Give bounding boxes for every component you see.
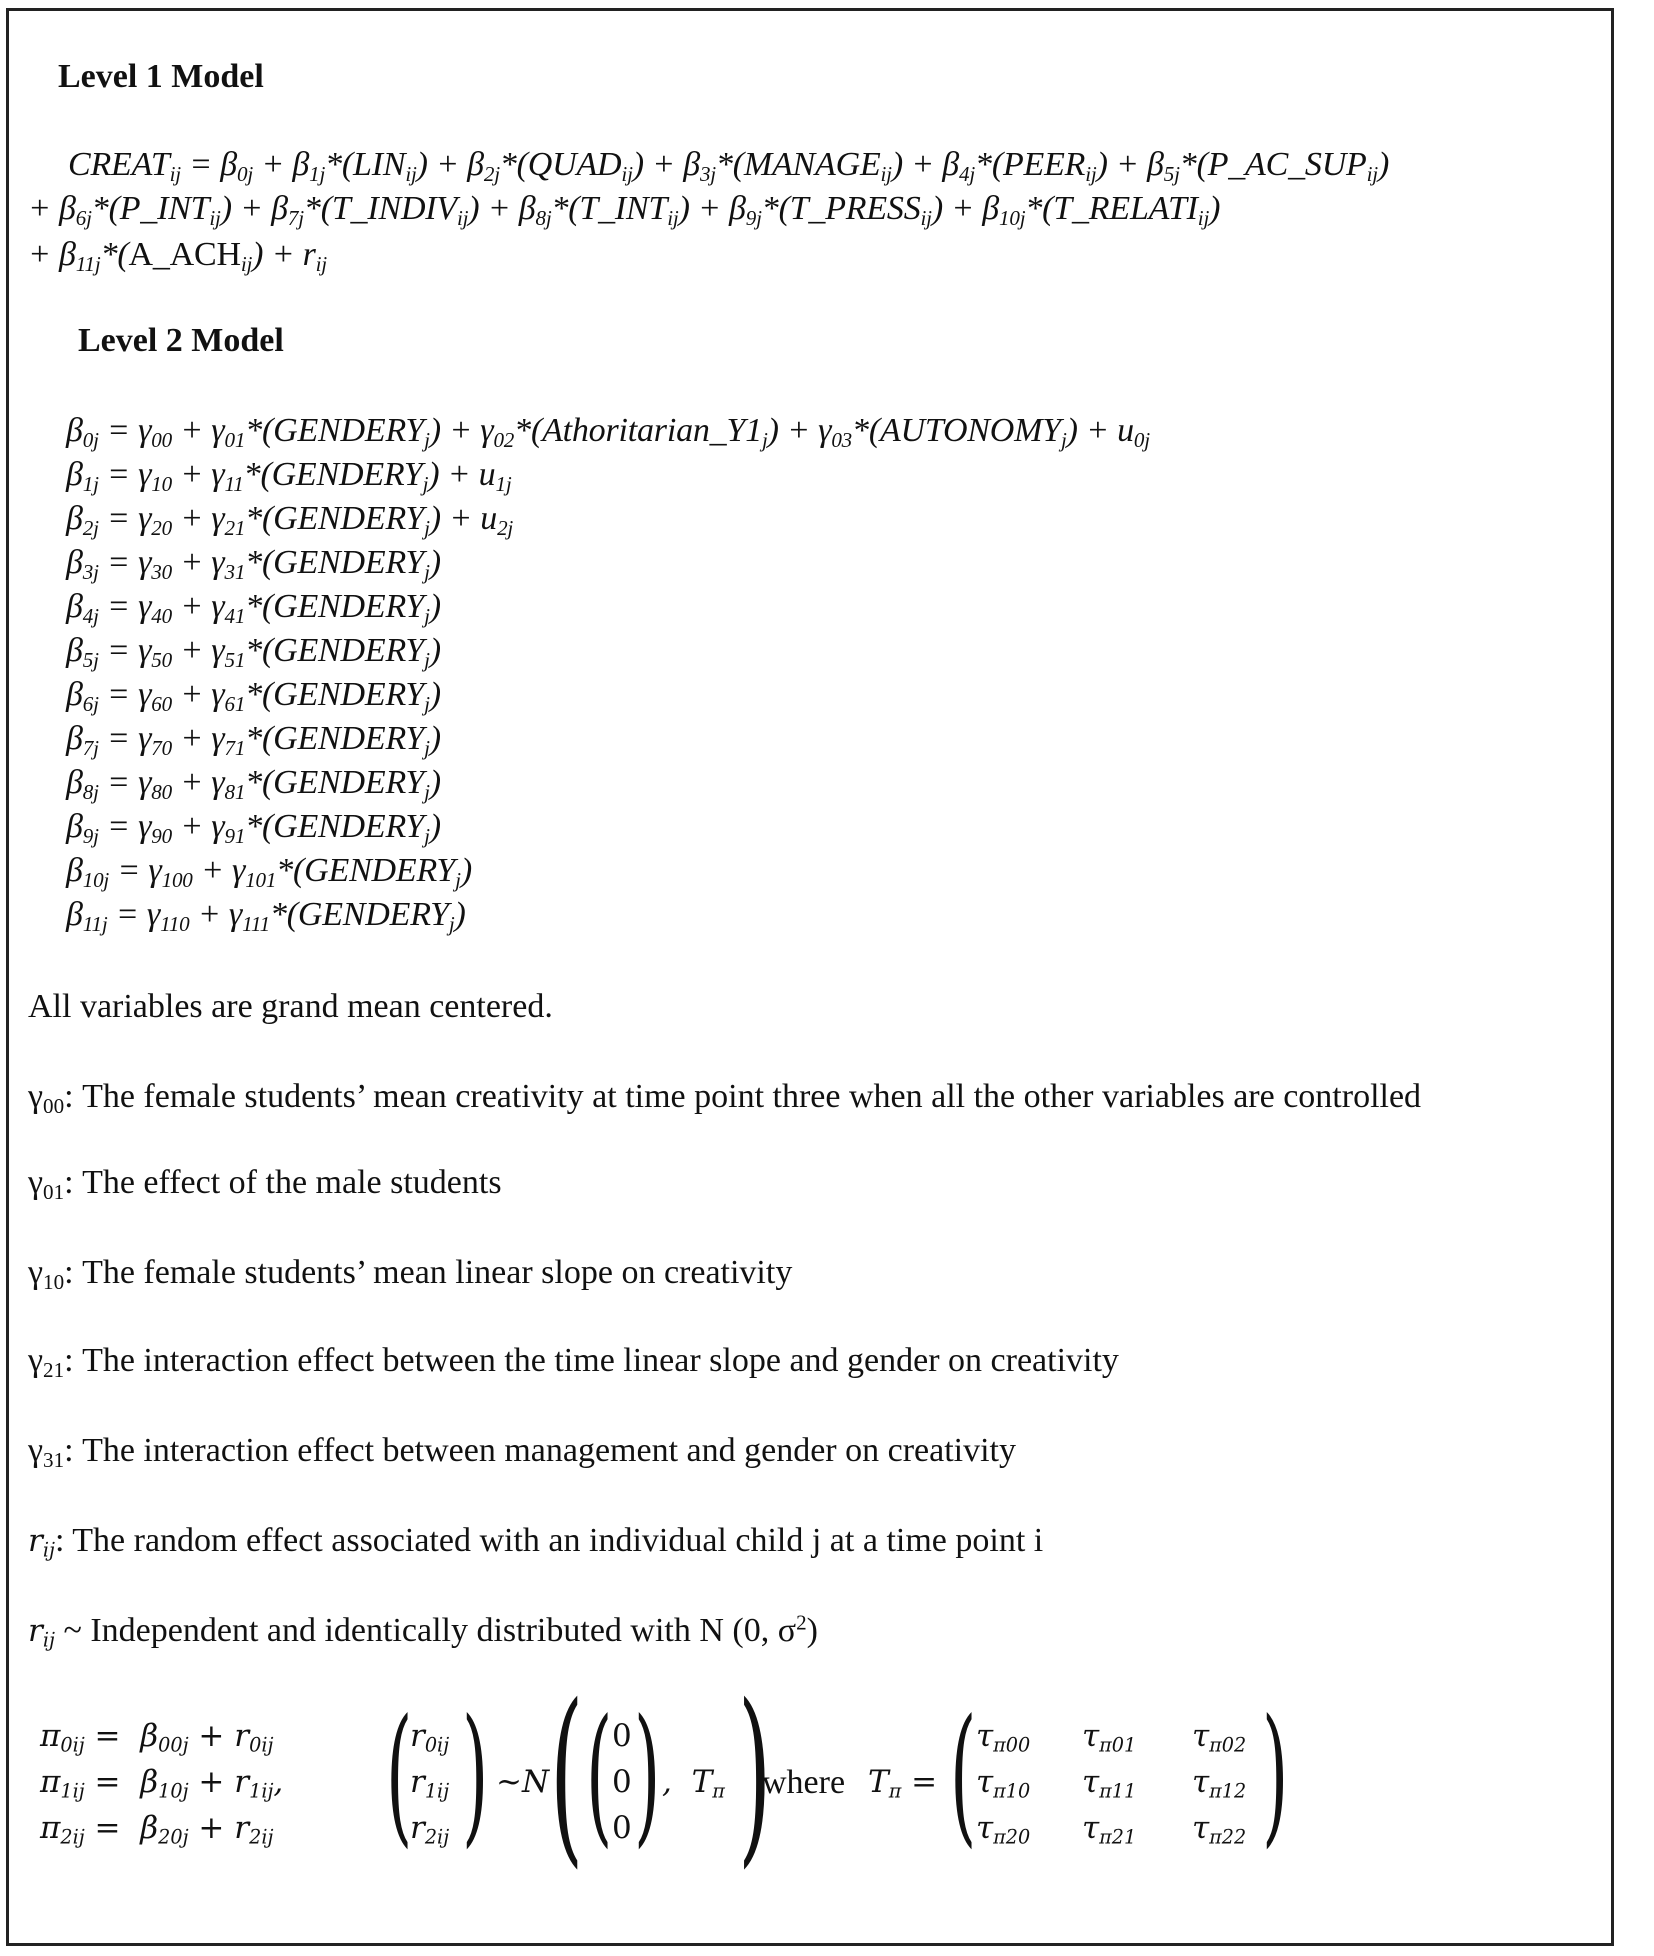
mean-vector-right-paren: )	[634, 1688, 661, 1862]
definition-g10: $\gamma_{10}$: The female students’ mean linear slope on creativity	[28, 1254, 793, 1294]
level2-equation-b5: $\beta_{5j} = \gamma_{50}$ + $\gamma_{51}*(GENDERY_j)$	[66, 632, 441, 672]
definition-g21: $\gamma_{21}$: The interaction effect between the time linear slope and gender on creativity	[28, 1342, 1119, 1382]
normal-args-left-paren: (	[550, 1664, 584, 1885]
mean-vector-left-paren: (	[586, 1688, 613, 1862]
level2-equation-b7: $\beta_{7j} = \gamma_{70}$ + $\gamma_{71}*(GENDERY_j)$	[66, 720, 441, 760]
document-frame	[6, 8, 1614, 1946]
centering-note: All variables are grand mean centered.	[28, 988, 553, 1025]
tau-matrix-left-paren: (	[950, 1688, 977, 1862]
level2-heading: Level 2 Model	[78, 322, 284, 359]
tau-12: $\tau_{\pi 12}$	[1192, 1764, 1247, 1803]
tau-20: $\tau_{\pi 20}$	[976, 1810, 1031, 1849]
level2-equation-b6: $\beta_{6j} = \gamma_{60}$ + $\gamma_{61}*(GENDERY_j)$	[66, 676, 441, 716]
mean-vector-1: 0	[612, 1764, 632, 1800]
tau-10: $\tau_{\pi 10}$	[976, 1764, 1031, 1803]
tau-11: $\tau_{\pi 11}$	[1082, 1764, 1137, 1803]
distributed-as-symbol: ~N	[496, 1764, 550, 1800]
pi-equation-0: $\pi_{0ij} = \beta_{00j} + r_{0ij}$	[40, 1718, 274, 1757]
definition-g31: $\gamma_{31}$: The interaction effect between management and gender on creativity	[28, 1432, 1016, 1472]
normal-args-right-paren: )	[738, 1664, 772, 1885]
level1-equation-line-3: + $\beta_{11j}*(A\_ACH_{ij}) + r_{ij}$	[28, 236, 327, 276]
mean-vector-0: 0	[612, 1718, 632, 1754]
tau-22: $\tau_{\pi 22}$	[1192, 1810, 1247, 1849]
r-vector-1: $r_{1ij}$	[410, 1764, 450, 1803]
where-label: where	[762, 1764, 846, 1801]
tau-definition: $T_\pi$ =	[868, 1764, 938, 1803]
level2-equation-b2: $\beta_{2j} = \gamma_{20}$ + $\gamma_{21}*(GENDERY_j) + u_{2j}$	[66, 500, 514, 540]
pi-equation-2: $\pi_{2ij} = \beta_{20j} + r_{2ij}$	[40, 1810, 274, 1849]
level1-equation-line-2: + $\beta_{6j}*(P\_INT_{ij})$ + $\beta_{7j}*(T\_INDIV_{ij})$ + $\beta_{8j}*(T\_INT_{ij})$ + $\beta_{9j}*(T\_PRESS_{ij})$ + $\beta_{10j}*(T\_RELATI_{ij})$	[28, 190, 1221, 230]
definition-g01: $\gamma_{01}$: The effect of the male students	[28, 1164, 502, 1204]
level2-equation-b11: $\beta_{11j} = \gamma_{110}$ + $\gamma_{111}*(GENDERY_j)$	[66, 896, 466, 936]
tau-21: $\tau_{\pi 21}$	[1082, 1810, 1137, 1849]
r-vector-left-paren: (	[386, 1688, 413, 1862]
definition-rij-distribution: $r_{ij}$ ~ Independent and identically distributed with N (0, $\sigma^2$)	[28, 1610, 818, 1652]
definition-g00: $\gamma_{00}$: The female students’ mean creativity at time point three when all the other variables are controlled	[28, 1078, 1422, 1118]
tau-matrix-right-paren: )	[1262, 1688, 1289, 1862]
level1-equation-line-1: $CREAT_{ij} = \beta_{0j} + \beta_{1j}*(LIN_{ij})$ + $\beta_{2j}*(QUAD_{ij})$ + $\beta_{3j}*(MANAGE_{ij})$ + $\beta_{4j}*(PEER_{ij})$ + $\beta_{5j}*(P\_AC\_SUP_{ij})$	[68, 146, 1390, 186]
level1-heading: Level 1 Model	[58, 58, 264, 95]
r-vector-0: $r_{0ij}$	[410, 1718, 450, 1757]
definition-rij: $r_{ij}$: The random effect associated with an individual child j at a time point i	[28, 1522, 1044, 1562]
level2-equation-b9: $\beta_{9j} = \gamma_{90}$ + $\gamma_{91}*(GENDERY_j)$	[66, 808, 441, 848]
level2-equation-b8: $\beta_{8j} = \gamma_{80}$ + $\gamma_{81}*(GENDERY_j)$	[66, 764, 441, 804]
level2-equation-b4: $\beta_{4j} = \gamma_{40}$ + $\gamma_{41}*(GENDERY_j)$	[66, 588, 441, 628]
r-vector-right-paren: )	[462, 1688, 489, 1862]
tau-02: $\tau_{\pi 02}$	[1192, 1718, 1247, 1757]
level2-equation-b10: $\beta_{10j} = \gamma_{100}$ + $\gamma_{101}*(GENDERY_j)$	[66, 852, 472, 892]
covariance-symbol: , $T_\pi$	[662, 1764, 725, 1803]
tau-00: $\tau_{\pi 00}$	[976, 1718, 1031, 1757]
level2-equation-b3: $\beta_{3j} = \gamma_{30}$ + $\gamma_{31}*(GENDERY_j)$	[66, 544, 441, 584]
level2-equation-b0: $\beta_{0j} = \gamma_{00}$ + $\gamma_{01}*(GENDERY_j)$ + $\gamma_{02}*(Athoritarian\_Y1_j)$ + $\gamma_{03}*(AUTONOMY_j) + u_{0j}$	[66, 412, 1150, 452]
level2-equation-b1: $\beta_{1j} = \gamma_{10}$ + $\gamma_{11}*(GENDERY_j) + u_{1j}$	[66, 456, 512, 496]
tau-01: $\tau_{\pi 01}$	[1082, 1718, 1137, 1757]
mean-vector-2: 0	[612, 1810, 632, 1846]
pi-equation-1: $\pi_{1ij} = \beta_{10j} + r_{1ij}$,	[40, 1764, 284, 1803]
r-vector-2: $r_{2ij}$	[410, 1810, 450, 1849]
